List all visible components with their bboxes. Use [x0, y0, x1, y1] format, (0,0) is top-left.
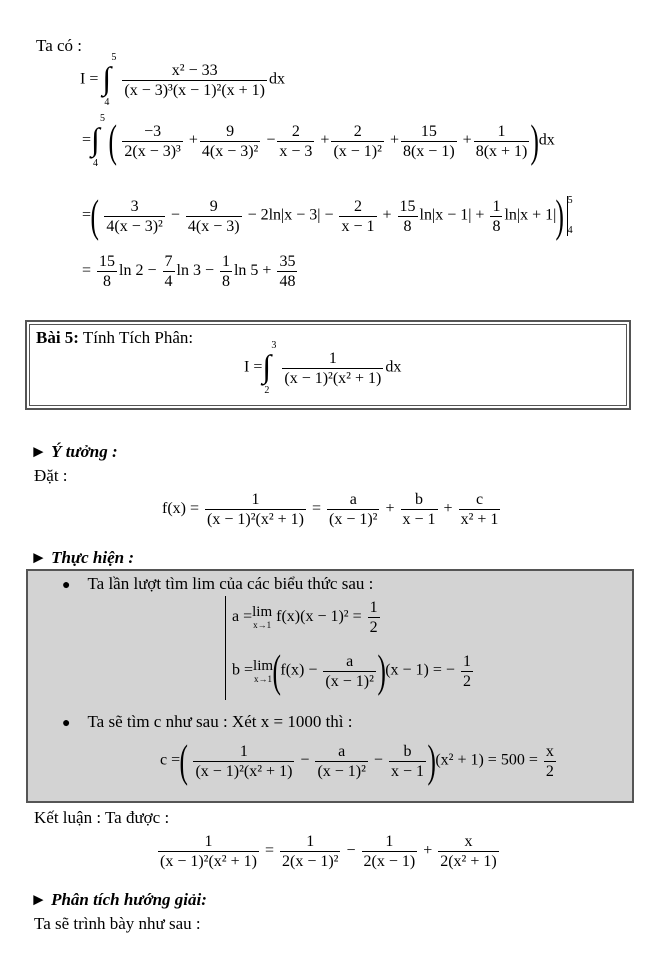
fraction: $\frac{-3}{\text{2(x − 3)³}}$: [124, 122, 181, 160]
formula-line-4: = $\frac{15}{8}$ ln 2 − $\frac{7}{4}$ ln 3 − $\frac{1}{8}$ ln 5 + $\frac{35}{48}$: [82, 253, 296, 290]
formula-line-1: I = ∫ 5 4 $\frac{\text{x² − 33}}{\text{(x − 3)³(x − 1)²(x + 1)}}$ dx: [80, 52, 285, 108]
fraction: $\frac{2}{\text{(x − 1)²}}$: [333, 122, 382, 160]
section-heading-analysis: ► Phân tích hướng giải:: [30, 890, 207, 909]
intro-text: Ta có :: [36, 36, 83, 55]
limit-b: b =lim x→1 (f(x) − $\frac{a}{\text{(x − 1)²}}$ )(x − 1) = − $\frac{1}{2}$: [232, 645, 471, 696]
decomposition-formula: f(x) = $\frac{1}{\text{(x − 1)²(x² + 1)}}$ = $\frac{a}{\text{(x − 1)²}}$ + $\frac{b}{x - 1}$ + $\frac{c}{\text{x² + 1}}$: [162, 491, 499, 528]
fraction: $\frac{9}{\text{4(x − 3)²}}$: [201, 122, 259, 160]
bullet-item-2: ● Ta sẽ tìm c như sau : Xét x = 1000 thì :: [62, 712, 353, 731]
c-computation: c =( $\frac{1}{\text{(x − 1)²(x² + 1)}}$ − $\frac{a}{\text{(x − 1)²}}$ − $\frac{b}{x - 1}$ )(x² + 1) = 500 = $\frac{x}{2}$: [160, 735, 554, 786]
bullet-item-1: ● Ta lần lượt tìm lim của các biểu thức sau :: [62, 574, 374, 593]
dat-text: Đặt :: [34, 466, 68, 485]
exercise-formula: I = ∫ 3 2 $\frac{1}{\text{(x − 1)²(x² + 1)}}$ dx: [244, 340, 402, 396]
limit-a: a =lim x→1 f(x)(x − 1)² = $\frac{1}{2}$: [232, 599, 378, 636]
integral-sign: ∫ 5 4: [102, 52, 117, 108]
conclusion-formula: $\frac{1}{\text{(x − 1)²(x² + 1)}}$ = $\frac{1}{\text{2(x − 1)²}}$ − $\frac{1}{2(x - 1)}$ + $\frac{x}{\text{2(x² + 1)}}$: [160, 833, 497, 870]
conclusion-text: Kết luận : Ta được :: [34, 808, 170, 827]
formula-line-3: =( $\frac{3}{\text{4(x − 3)²}}$ − $\frac{9}{4(x - 3)}$ − 2ln|x − 3| − $\frac{2}{x - 1}$ + $\frac{15}{8}$ ln|x − 1| + $\frac{1}{8}$ ln|x + 1|) 5 4: [82, 190, 573, 241]
analysis-text: Ta sẽ trình bày như sau :: [34, 914, 201, 933]
formula-line-2: = ∫ 5 4 ( $\frac{-3}{\text{2(x − 3)³}}$ + $\frac{9}{\text{4(x − 3)²}}$ − $\frac{2}{x - 3}$ + $\frac{2}{\text{(x − 1)²}}$ + $\frac{15}{8(x - 1)}$ + $\frac{1}{8(x + 1)}$ )dx: [82, 113, 555, 169]
brace: [225, 596, 232, 700]
fraction: $\frac{2}{x - 3}$: [279, 122, 313, 160]
exercise-title: Bài 5: Tính Tích Phân:: [36, 328, 194, 347]
section-heading-execution: ► Thực hiện :: [30, 548, 134, 567]
section-heading-idea: ► Ý tưởng :: [30, 442, 118, 461]
fraction: $\frac{\text{x² − 33}}{\text{(x − 3)³(x − 1)²(x + 1)}}$: [124, 61, 265, 99]
fraction: $\frac{1}{8(x + 1)}$: [475, 122, 528, 160]
integral-sign: ∫ 3 2: [262, 340, 277, 396]
fraction: $\frac{15}{8(x - 1)}$: [402, 122, 455, 160]
integral-sign: ∫ 5 4: [91, 113, 106, 169]
